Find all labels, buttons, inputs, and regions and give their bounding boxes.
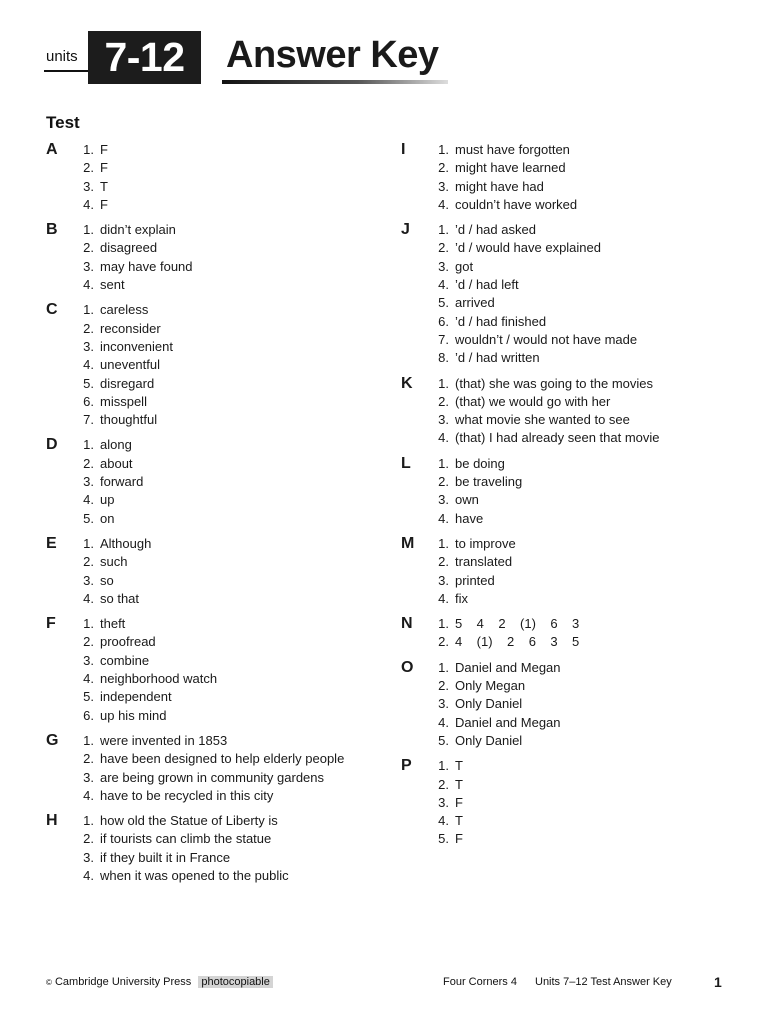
answer-item (429, 141, 731, 159)
item-number: 2. (83, 455, 94, 471)
answer-item (429, 572, 731, 590)
item-answer: F (100, 142, 108, 157)
item-number: 5. (83, 375, 94, 391)
item-answer: ’d / had finished (455, 313, 547, 329)
item-number: 7. (83, 412, 94, 428)
answer-item (74, 338, 376, 356)
item-number: 3. (83, 178, 94, 194)
item-number: 3. (83, 769, 94, 785)
answer-group-m (401, 535, 731, 608)
item-answer: on (100, 510, 115, 526)
right-column (401, 141, 731, 856)
item-answer: up (100, 492, 115, 508)
answer-group-d (46, 436, 376, 527)
units-underline (44, 70, 90, 72)
answer-list (74, 535, 376, 608)
answer-item (74, 276, 376, 294)
answer-item (74, 491, 376, 509)
item-answer: F (100, 196, 108, 212)
item-number: 1. (83, 142, 94, 157)
answer-item (74, 732, 376, 750)
item-answer: F (455, 794, 463, 810)
item-answer: disagreed (100, 240, 158, 256)
item-number: 2. (438, 678, 449, 694)
item-answer: proofread (100, 634, 156, 650)
item-answer: along (100, 437, 132, 453)
item-answer: up his mind (100, 707, 167, 723)
answer-item (74, 707, 376, 725)
item-answer: translated (455, 554, 513, 570)
answer-item (429, 159, 731, 177)
answer-group-p (401, 757, 731, 848)
answer-item (74, 769, 376, 787)
item-answer: arrived (455, 295, 495, 311)
answer-list (429, 221, 731, 367)
answer-list (74, 436, 376, 527)
answer-list (429, 141, 731, 214)
answer-item (74, 553, 376, 571)
item-number: 7. (438, 331, 449, 347)
item-number: 4. (83, 357, 94, 373)
item-number: 1. (438, 142, 449, 157)
exercise-letter: H (46, 812, 58, 830)
item-number: 4. (83, 867, 94, 883)
item-answer: combine (100, 652, 150, 668)
item-number: 4. (438, 196, 449, 212)
answer-item (429, 349, 731, 367)
item-number: 4. (83, 787, 94, 803)
answer-group-l (401, 455, 731, 528)
item-answer: printed (455, 572, 495, 588)
publisher-name: Cambridge University Press (54, 976, 192, 988)
item-number: 2. (83, 240, 94, 256)
item-answer: misspell (100, 393, 147, 409)
answer-item (429, 221, 731, 239)
answer-group-k (401, 375, 731, 448)
item-number: 1. (83, 437, 94, 453)
item-number: 3. (438, 696, 449, 712)
copyright (46, 976, 273, 988)
answer-item (429, 491, 731, 509)
answer-item (429, 830, 731, 848)
item-answer: might have had (455, 178, 544, 194)
answer-group-o (401, 659, 731, 750)
answer-item (429, 375, 731, 393)
item-number: 5. (83, 689, 94, 705)
answer-item (429, 757, 731, 775)
item-number: 1. (438, 455, 449, 471)
item-answer: ’d / would have explained (455, 240, 601, 256)
item-answer: reconsider (100, 320, 161, 336)
answer-list (74, 221, 376, 294)
answer-group-b (46, 221, 376, 294)
answer-item (429, 510, 731, 528)
answer-item (74, 750, 376, 768)
answer-group-h (46, 812, 376, 885)
item-number: 2. (438, 240, 449, 256)
item-answer: sent (100, 277, 125, 293)
answer-item (74, 436, 376, 454)
item-number: 4. (438, 277, 449, 293)
answer-group-g (46, 732, 376, 805)
item-answer: may have found (100, 258, 193, 274)
left-column (46, 141, 376, 892)
item-answer: be traveling (455, 474, 523, 490)
item-number: 4. (83, 196, 94, 212)
answer-item (74, 411, 376, 429)
item-number: 3. (438, 794, 449, 810)
answer-item (74, 633, 376, 651)
item-answer: fix (455, 590, 468, 606)
item-number: 6. (438, 313, 449, 329)
item-answer: disregard (100, 375, 155, 391)
item-answer: careless (100, 302, 149, 318)
item-answer: to improve (455, 535, 516, 551)
item-answer: ’d / had asked (455, 222, 536, 238)
item-number: 6. (83, 393, 94, 409)
item-number: 3. (438, 178, 449, 194)
item-answer: so that (100, 590, 140, 606)
item-number: 3. (83, 849, 94, 865)
item-number: 5. (438, 831, 449, 847)
answer-list (74, 141, 376, 214)
item-number: 2. (438, 160, 449, 176)
exercise-letter: E (46, 534, 57, 552)
answer-item (429, 178, 731, 196)
exercise-letter: C (46, 301, 58, 319)
answer-item (429, 615, 731, 633)
answer-group-f (46, 615, 376, 725)
answer-item (74, 141, 376, 159)
item-answer: Although (100, 535, 152, 551)
answer-item (74, 375, 376, 393)
answer-key-name: Units 7–12 Test Answer Key (535, 976, 672, 988)
answer-list (429, 757, 731, 848)
item-answer: (that) we would go with her (455, 393, 611, 409)
answer-item (74, 590, 376, 608)
item-answer: might have learned (455, 160, 566, 176)
item-answer: Only Megan (455, 678, 526, 694)
units-range-badge: 7-12 (88, 31, 201, 84)
exercise-letter: K (401, 374, 413, 392)
answer-item (429, 411, 731, 429)
answer-item (74, 196, 376, 214)
answer-item (74, 670, 376, 688)
exercise-letter: I (401, 141, 406, 158)
item-number: 4. (438, 590, 449, 606)
answer-list (429, 535, 731, 608)
item-number: 5. (83, 510, 94, 526)
item-answer: thoughtful (100, 412, 158, 428)
units-label: units (46, 48, 78, 65)
answer-group-e (46, 535, 376, 608)
exercise-letter: P (401, 757, 412, 775)
exercise-letter: M (401, 534, 415, 552)
item-number: 4. (83, 671, 94, 687)
answer-item (429, 313, 731, 331)
answer-item (429, 473, 731, 491)
answer-item (74, 572, 376, 590)
exercise-letter: A (46, 141, 58, 158)
item-number: 2. (438, 776, 449, 792)
answer-item (429, 331, 731, 349)
item-number: 1. (83, 302, 94, 318)
answer-item (74, 787, 376, 805)
answer-item (74, 159, 376, 177)
answer-item (429, 677, 731, 695)
item-answer: what movie she wanted to see (455, 412, 630, 428)
answer-group-n (401, 615, 731, 652)
answer-item (74, 830, 376, 848)
item-number: 6. (83, 707, 94, 723)
answer-item (429, 258, 731, 276)
item-number: 2. (438, 393, 449, 409)
page-footer (0, 970, 768, 1000)
answer-list (429, 659, 731, 750)
item-answer: such (100, 554, 128, 570)
item-number: 4. (438, 714, 449, 730)
item-answer: are being grown in community gardens (100, 769, 325, 785)
item-answer: independent (100, 689, 172, 705)
item-number: 5. (438, 295, 449, 311)
answer-item (74, 301, 376, 319)
answer-item (429, 732, 731, 750)
item-answer: T (455, 813, 463, 829)
item-number: 1. (438, 535, 449, 551)
answer-item (74, 535, 376, 553)
item-number: 1. (83, 732, 94, 748)
answer-item (429, 776, 731, 794)
item-number: 3. (438, 258, 449, 274)
item-answer: if tourists can climb the statue (100, 831, 272, 847)
section-title: Test (46, 113, 80, 132)
copyright-symbol: © (46, 978, 52, 987)
exercise-letter: N (401, 615, 413, 633)
item-number: 1. (83, 616, 94, 632)
item-answer: were invented in 1853 (100, 732, 228, 748)
answer-list (74, 812, 376, 885)
answer-item (74, 849, 376, 867)
answer-item (74, 258, 376, 276)
book-title: Four Corners 4 (443, 976, 517, 988)
answer-item (429, 633, 731, 651)
answer-item (74, 356, 376, 374)
answer-item (429, 553, 731, 571)
item-number: 2. (438, 474, 449, 490)
answer-item (74, 320, 376, 338)
item-number: 3. (438, 492, 449, 508)
item-number: 2. (83, 160, 94, 176)
answer-item (74, 812, 376, 830)
item-number: 4. (438, 430, 449, 446)
item-answer: F (455, 831, 463, 847)
item-number: 1. (438, 659, 449, 675)
item-number: 2. (438, 634, 449, 650)
item-number: 2. (83, 634, 94, 650)
page-number: 1 (714, 974, 722, 990)
item-answer: neighborhood watch (100, 671, 218, 687)
item-answer: when it was opened to the public (100, 867, 289, 883)
item-answer: have to be recycled in this city (100, 787, 274, 803)
item-number: 3. (83, 338, 94, 354)
answer-item (74, 510, 376, 528)
item-answer: couldn’t have worked (455, 196, 578, 212)
item-answer: ’d / had written (455, 350, 540, 366)
item-answer: Only Daniel (455, 732, 523, 748)
answer-item (74, 455, 376, 473)
answer-item (429, 695, 731, 713)
item-answer: T (455, 776, 463, 792)
item-number: 3. (83, 652, 94, 668)
item-number: 1. (438, 758, 449, 774)
answer-item (429, 812, 731, 830)
answer-item (429, 455, 731, 473)
answer-list (429, 375, 731, 448)
exercise-letter: O (401, 658, 414, 676)
item-number: 3. (83, 258, 94, 274)
item-answer: own (455, 492, 479, 508)
answer-list (429, 615, 731, 652)
exercise-letter: G (46, 731, 59, 749)
item-number: 2. (83, 831, 94, 847)
item-number: 2. (83, 751, 94, 767)
item-number: 1. (438, 616, 449, 632)
answer-item (74, 393, 376, 411)
item-number: 4. (438, 813, 449, 829)
item-answer: F (100, 160, 108, 176)
item-number: 2. (438, 554, 449, 570)
item-number: 2. (83, 320, 94, 336)
item-number: 4. (83, 492, 94, 508)
title-underline (222, 80, 448, 84)
item-answer: have been designed to help elderly people (100, 751, 345, 767)
item-number: 3. (438, 412, 449, 428)
item-number: 4. (83, 590, 94, 606)
answer-item (74, 239, 376, 257)
item-number: 1. (438, 375, 449, 391)
item-answer: about (100, 455, 133, 471)
item-answer: must have forgotten (455, 142, 570, 157)
answer-group-j (401, 221, 731, 367)
item-answer: have (455, 510, 484, 526)
item-answer: uneventful (100, 357, 160, 373)
answer-item (74, 867, 376, 885)
exercise-letter: L (401, 454, 411, 472)
answer-item (429, 196, 731, 214)
answer-item (429, 535, 731, 553)
item-number: 1. (83, 535, 94, 551)
item-answer: so (100, 572, 114, 588)
item-number: 8. (438, 350, 449, 366)
answer-item (74, 615, 376, 633)
item-number: 1. (438, 222, 449, 238)
photocopiable-badge: photocopiable (198, 976, 273, 988)
answer-item (429, 429, 731, 447)
exercise-letter: J (401, 221, 410, 239)
answer-item (429, 659, 731, 677)
item-number: 1. (83, 222, 94, 238)
item-number: 2. (83, 554, 94, 570)
item-answer: inconvenient (100, 338, 173, 354)
answer-item (429, 276, 731, 294)
answer-item (429, 393, 731, 411)
answer-item (74, 652, 376, 670)
item-answer: forward (100, 474, 144, 490)
answer-item (429, 294, 731, 312)
item-number: 1. (83, 813, 94, 829)
item-answer: how old the Statue of Liberty is (100, 813, 278, 829)
item-answer: Only Daniel (455, 696, 523, 712)
item-answer: (that) she was going to the movies (455, 375, 653, 391)
answer-item (74, 688, 376, 706)
answer-list (74, 732, 376, 805)
item-answer: if they built it in France (100, 849, 231, 865)
exercise-letter: F (46, 615, 56, 633)
page-header (0, 0, 768, 100)
item-answer: be doing (455, 455, 505, 471)
answer-list (429, 455, 731, 528)
answer-item (429, 714, 731, 732)
answer-item (74, 221, 376, 239)
item-number: 3. (83, 572, 94, 588)
item-answer: 5 4 2 (1) 6 3 (455, 616, 580, 632)
answer-item (429, 590, 731, 608)
answer-group-c (46, 301, 376, 429)
item-answer: theft (100, 616, 126, 632)
item-answer: didn’t explain (100, 222, 176, 238)
item-number: 4. (83, 277, 94, 293)
page-title: Answer Key (226, 34, 439, 76)
item-number: 3. (83, 474, 94, 490)
item-answer: T (100, 178, 108, 194)
answer-group-i (401, 141, 731, 214)
item-number: 5. (438, 732, 449, 748)
exercise-letter: D (46, 436, 58, 454)
item-number: 3. (438, 572, 449, 588)
exercise-letter: B (46, 221, 58, 239)
item-answer: 4 (1) 2 6 3 5 (455, 634, 580, 650)
answer-group-a (46, 141, 376, 214)
item-answer: Daniel and Megan (455, 714, 561, 730)
answer-item (429, 239, 731, 257)
answer-list (74, 615, 376, 725)
item-answer: (that) I had already seen that movie (455, 430, 660, 446)
answer-list (74, 301, 376, 429)
item-answer: ’d / had left (455, 277, 519, 293)
item-answer: T (455, 758, 463, 774)
item-answer: Daniel and Megan (455, 659, 561, 675)
answer-item (429, 794, 731, 812)
item-number: 4. (438, 510, 449, 526)
answer-item (74, 473, 376, 491)
item-answer: wouldn’t / would not have made (455, 331, 638, 347)
item-answer: got (455, 258, 474, 274)
answer-item (74, 178, 376, 196)
